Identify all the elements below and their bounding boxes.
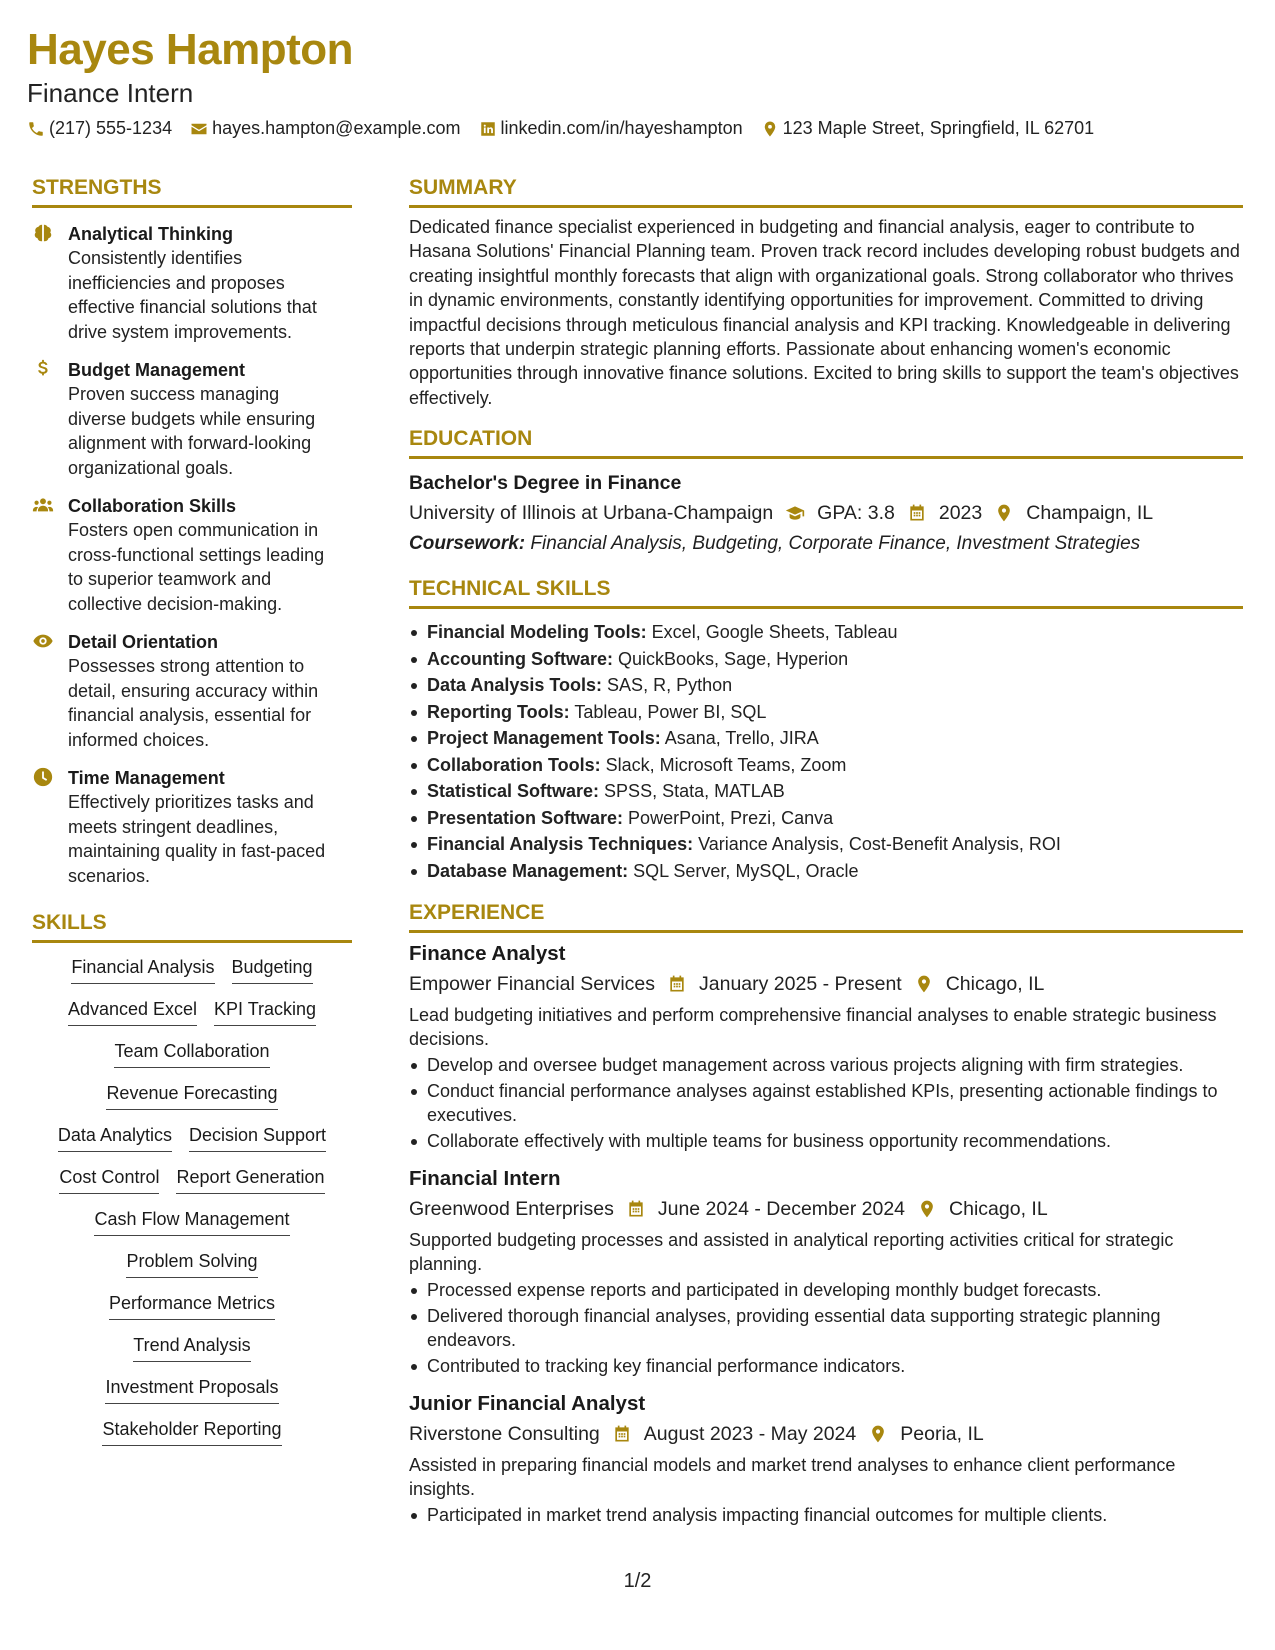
coursework-list: Financial Analysis, Budgeting, Corporate Finance, Investment Strategies xyxy=(525,533,1141,555)
education-meta xyxy=(409,499,1243,527)
technical-skill-label: Collaboration Tools: xyxy=(427,754,601,775)
technical-skill-item xyxy=(409,805,1243,832)
school-name: University of Illinois at Urbana-Champaign xyxy=(409,502,774,525)
technical-skill-value: QuickBooks, Sage, Hyperion xyxy=(613,648,849,669)
calendar-icon xyxy=(667,974,687,994)
technical-skill-value: SPSS, Stata, MATLAB xyxy=(599,781,785,802)
education-location: Champaign, IL xyxy=(1026,502,1154,525)
candidate-role: Finance Intern xyxy=(27,78,194,108)
strength-title: Collaboration Skills xyxy=(68,496,237,516)
strength-item xyxy=(32,358,352,480)
job-entry xyxy=(409,1166,1243,1378)
skill-tag: Revenue Forecasting xyxy=(106,1081,277,1110)
strength-desc: Consistently identifies inefficiencies and proposes effective financial solutions that drive system improvements. xyxy=(68,248,317,342)
technical-skill-value: Asana, Trello, JIRA xyxy=(660,728,819,749)
dollar-icon xyxy=(32,358,54,380)
contact-bar xyxy=(27,118,1247,139)
skill-tag: Trend Analysis xyxy=(133,1333,250,1362)
technical-skill-label: Financial Analysis Techniques: xyxy=(427,834,694,855)
clock-icon xyxy=(32,766,54,788)
job-description: Assisted in preparing financial models and market trend analyses to enhance client performance insights. xyxy=(409,1455,1176,1500)
map-pin-icon xyxy=(868,1424,888,1444)
skills-row xyxy=(32,997,352,1026)
technical-skills-heading: TECHNICAL SKILLS xyxy=(409,576,1243,609)
page-number: 1/2 xyxy=(623,1570,652,1592)
strength-title: Budget Management xyxy=(68,360,246,380)
candidate-name: Hayes Hampton xyxy=(27,25,354,74)
job-dates: August 2023 - May 2024 xyxy=(643,1423,857,1446)
job-title: Finance Analyst xyxy=(409,942,566,966)
skills-row xyxy=(32,1417,352,1446)
technical-skill-value: SQL Server, MySQL, Oracle xyxy=(628,860,859,881)
strength-item xyxy=(32,630,352,752)
technical-skill-label: Database Management: xyxy=(427,860,629,881)
experience-heading: EXPERIENCE xyxy=(409,900,1243,933)
skills-row xyxy=(32,1039,352,1068)
education-heading: EDUCATION xyxy=(409,426,1243,459)
skills-row xyxy=(32,1249,352,1278)
technical-skill-value: SAS, R, Python xyxy=(602,675,733,696)
mail-icon xyxy=(190,120,208,138)
company-name: Empower Financial Services xyxy=(409,973,656,996)
skill-tag: Problem Solving xyxy=(126,1249,257,1278)
map-pin-icon xyxy=(917,1199,937,1219)
strength-title: Analytical Thinking xyxy=(68,224,234,244)
strengths-list xyxy=(32,222,352,888)
company-name: Riverstone Consulting xyxy=(409,1423,600,1446)
technical-skill-item xyxy=(409,646,1243,673)
summary-text: Dedicated finance specialist experienced in budgeting and financial analysis, eager to contribute to Hasana Solutions' Financial Planning team. Proven track record includes developing robust budgets and creating insightful monthly forecasts that align with organizational goals. Strong collaborator who thrives in dynamic environments, constantly identifying opportunities for improvement. Committed to driving impactful decisions through meticulous financial analysis and KPI tracking. Knowledgeable in delivering reports that underpin strategic planning efforts. Passionate about enhancing women's economic opportunities through innovative finance solutions. Excited to bring skills to support the team's objectives effectively. xyxy=(409,217,1240,408)
calendar-icon xyxy=(907,503,927,523)
skill-tag: Stakeholder Reporting xyxy=(102,1417,281,1446)
technical-skills-list xyxy=(409,619,1243,884)
technical-skill-item xyxy=(409,778,1243,805)
linkedin-text[interactable]: linkedin.com/in/hayeshampton xyxy=(500,118,743,138)
technical-skill-value: Tableau, Power BI, SQL xyxy=(569,701,767,722)
skill-tag: Decision Support xyxy=(189,1123,326,1152)
skills-row xyxy=(32,1081,352,1110)
contact-address xyxy=(761,118,1095,139)
resume-header xyxy=(27,22,1247,139)
coursework xyxy=(409,530,1243,558)
graduation-year: 2023 xyxy=(938,502,983,525)
job-description: Supported budgeting processes and assisted in analytical reporting activities critical for strategic planning. xyxy=(409,1230,1174,1275)
technical-skill-label: Data Analysis Tools: xyxy=(427,675,603,696)
contact-phone xyxy=(27,118,172,139)
job-bullet: Develop and oversee budget management across various projects aligning with firm strategies. xyxy=(409,1053,1243,1077)
calendar-icon xyxy=(612,1424,632,1444)
strength-desc: Proven success managing diverse budgets while ensuring alignment with forward-looking organizational goals. xyxy=(68,384,316,478)
strength-body xyxy=(68,222,338,344)
technical-skill-label: Statistical Software: xyxy=(427,781,600,802)
job-bullets xyxy=(409,1053,1243,1153)
job-meta xyxy=(409,1420,1243,1448)
job-bullet: Contributed to tracking key financial performance indicators. xyxy=(409,1354,1243,1378)
job-meta xyxy=(409,1195,1243,1223)
map-pin-icon xyxy=(761,120,779,138)
strength-item xyxy=(32,766,352,888)
email-text[interactable]: hayes.hampton@example.com xyxy=(212,118,461,138)
phone-text: (217) 555-1234 xyxy=(49,118,173,138)
technical-skill-item xyxy=(409,752,1243,779)
coursework-label: Coursework: xyxy=(409,533,526,555)
strength-icon-wrap xyxy=(32,222,54,244)
technical-skill-item xyxy=(409,619,1243,646)
job-bullet: Participated in market trend analysis impacting financial outcomes for multiple clients. xyxy=(409,1503,1243,1527)
strength-body xyxy=(68,494,338,616)
job-bullets xyxy=(409,1278,1243,1378)
strength-body xyxy=(68,358,338,480)
technical-skill-item xyxy=(409,699,1243,726)
job-description: Lead budgeting initiatives and perform comprehensive financial analyses to enable strategic business decisions. xyxy=(409,1005,1217,1050)
users-icon xyxy=(32,494,54,516)
contact-linkedin[interactable] xyxy=(479,118,743,139)
strength-body xyxy=(68,766,338,888)
skills-row xyxy=(32,1333,352,1362)
job-bullet: Delivered thorough financial analyses, providing essential data supporting strategic planning endeavors. xyxy=(409,1304,1243,1352)
strength-desc: Effectively prioritizes tasks and meets stringent deadlines, maintaining quality in fast-paced scenarios. xyxy=(68,792,326,886)
technical-skill-value: PowerPoint, Prezi, Canva xyxy=(623,807,834,828)
skill-tag: Cost Control xyxy=(59,1165,159,1194)
strength-desc: Possesses strong attention to detail, ensuring accuracy within financial analysis, essential for informed choices. xyxy=(68,656,319,750)
skill-tag: KPI Tracking xyxy=(214,997,316,1026)
strength-body xyxy=(68,630,338,752)
skill-tag: Budgeting xyxy=(232,955,313,984)
linkedin-icon xyxy=(479,120,497,138)
skills-row xyxy=(32,955,352,984)
eye-icon xyxy=(32,630,54,652)
skill-tag: Report Generation xyxy=(176,1165,324,1194)
phone-icon xyxy=(27,120,45,138)
technical-skill-label: Reporting Tools: xyxy=(427,701,570,722)
job-title: Financial Intern xyxy=(409,1167,561,1191)
job-title: Junior Financial Analyst xyxy=(409,1392,646,1416)
gpa-text: GPA: 3.8 xyxy=(817,502,895,525)
strengths-heading: STRENGTHS xyxy=(32,175,352,208)
strength-icon-wrap xyxy=(32,358,54,380)
skill-tag: Data Analytics xyxy=(58,1123,172,1152)
job-entry xyxy=(409,941,1243,1153)
left-column xyxy=(32,175,352,1446)
skill-tag: Financial Analysis xyxy=(71,955,214,984)
job-dates: June 2024 - December 2024 xyxy=(657,1198,906,1221)
graduation-cap-icon xyxy=(785,503,805,523)
skills-row xyxy=(32,1165,352,1194)
strength-icon-wrap xyxy=(32,630,54,652)
map-pin-icon xyxy=(994,503,1014,523)
right-column xyxy=(409,175,1243,1527)
strength-icon-wrap xyxy=(32,494,54,516)
skills-row xyxy=(32,1207,352,1236)
technical-skill-item xyxy=(409,858,1243,885)
job-location: Chicago, IL xyxy=(949,1198,1048,1221)
technical-skill-label: Presentation Software: xyxy=(427,807,624,828)
strength-title: Detail Orientation xyxy=(68,632,219,652)
skills-row xyxy=(32,1291,352,1320)
degree-title: Bachelor's Degree in Finance xyxy=(409,472,682,495)
skill-tag: Cash Flow Management xyxy=(94,1207,289,1236)
strength-icon-wrap xyxy=(32,766,54,788)
technical-skill-value: Slack, Microsoft Teams, Zoom xyxy=(600,754,847,775)
technical-skill-item xyxy=(409,725,1243,752)
technical-skill-label: Financial Modeling Tools: xyxy=(427,622,647,643)
technical-skill-item xyxy=(409,831,1243,858)
skills-row xyxy=(32,1375,352,1404)
contact-email[interactable] xyxy=(190,118,460,139)
job-location: Peoria, IL xyxy=(900,1423,984,1446)
technical-skill-label: Project Management Tools: xyxy=(427,728,661,749)
technical-skill-label: Accounting Software: xyxy=(427,648,614,669)
experience-list xyxy=(409,941,1243,1527)
calendar-icon xyxy=(626,1199,646,1219)
strength-desc: Fosters open communication in cross-functional settings leading to superior teamwork and collective decision-making. xyxy=(68,520,325,614)
strength-item xyxy=(32,222,352,344)
skills-list xyxy=(32,955,352,1446)
strength-title: Time Management xyxy=(68,768,225,788)
technical-skill-value: Variance Analysis, Cost-Benefit Analysis, ROI xyxy=(693,834,1061,855)
technical-skill-value: Excel, Google Sheets, Tableau xyxy=(646,622,898,643)
strength-item xyxy=(32,494,352,616)
summary-heading: SUMMARY xyxy=(409,175,1243,208)
skill-tag: Advanced Excel xyxy=(68,997,197,1026)
job-dates: January 2025 - Present xyxy=(699,973,902,996)
company-name: Greenwood Enterprises xyxy=(409,1198,614,1221)
technical-skill-item xyxy=(409,672,1243,699)
address-text: 123 Maple Street, Springfield, IL 62701 xyxy=(782,118,1095,138)
job-bullet: Conduct financial performance analyses against established KPIs, presenting actionable findings to executives. xyxy=(409,1079,1243,1127)
brain-icon xyxy=(32,222,54,244)
job-bullets xyxy=(409,1503,1243,1527)
job-bullet: Processed expense reports and participated in developing monthly budget forecasts. xyxy=(409,1278,1243,1302)
skill-tag: Performance Metrics xyxy=(109,1291,275,1320)
job-entry xyxy=(409,1391,1243,1527)
job-location: Chicago, IL xyxy=(945,973,1045,996)
skills-row xyxy=(32,1123,352,1152)
skills-heading: SKILLS xyxy=(32,910,352,943)
job-bullet: Collaborate effectively with multiple teams for business opportunity recommendations. xyxy=(409,1129,1243,1153)
skill-tag: Investment Proposals xyxy=(105,1375,278,1404)
map-pin-icon xyxy=(914,974,934,994)
job-meta xyxy=(409,970,1243,998)
skill-tag: Team Collaboration xyxy=(114,1039,269,1068)
